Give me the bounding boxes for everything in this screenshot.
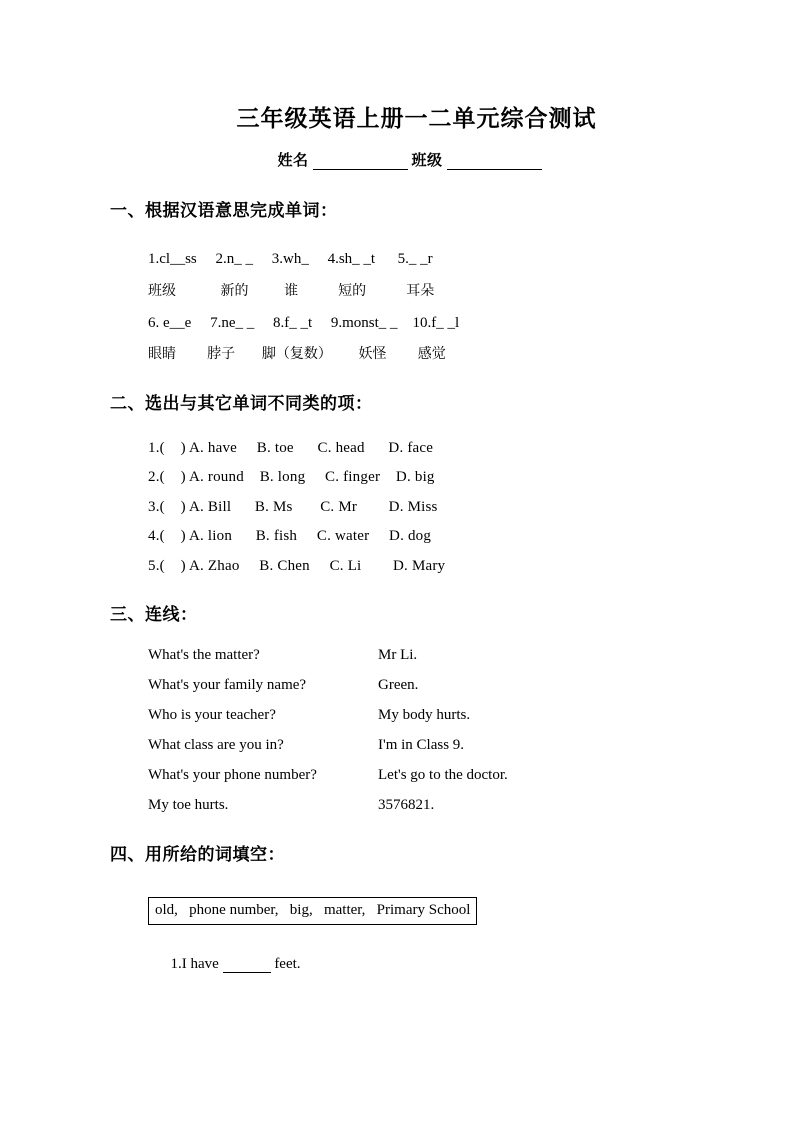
choice-row[interactable]: 3.( ) A. Bill B. Ms C. Mr D. Miss [148, 498, 438, 515]
fill-in-row[interactable] [148, 939, 793, 990]
section-body-2 [148, 440, 793, 575]
name-label: 姓名 [277, 152, 309, 169]
match-row[interactable] [148, 737, 793, 754]
word-row-translation: 眼睛 脖子 脚（复数） 妖怪 感觉 [148, 346, 446, 363]
match-row[interactable] [148, 707, 793, 724]
match-answer[interactable]: My body hurts. [378, 707, 471, 724]
choice-row[interactable]: 4.( ) A. lion B. fish C. water D. dog [148, 528, 432, 545]
match-answer[interactable]: Green. [378, 677, 419, 694]
section-body-3 [148, 647, 793, 814]
class-label: 班级 [411, 152, 443, 169]
match-row[interactable] [148, 647, 793, 664]
match-answer[interactable]: Mr Li. [378, 647, 418, 664]
fill-in-prefix: 1.I have [170, 956, 223, 973]
class-blank[interactable] [447, 154, 542, 170]
word-row: 1.cl__ss 2.n_ _ 3.wh_ 4.sh_ _t 5._ _r [148, 251, 433, 267]
page-title: 三年级英语上册一二单元综合测试 [236, 105, 597, 131]
match-question[interactable]: What class are you in? [148, 737, 284, 754]
section-body-1 [148, 251, 793, 363]
section-heading-4: 四、用所给的词填空： [110, 845, 285, 865]
name-blank[interactable] [313, 154, 408, 170]
match-question[interactable]: What's your family name? [148, 677, 307, 694]
match-row[interactable] [148, 797, 793, 814]
student-info-line [0, 149, 793, 170]
match-answer[interactable]: Let's go to the doctor. [378, 767, 508, 784]
word-bank: old, phone number, big, matter, Primary School [148, 897, 477, 925]
match-question[interactable]: Who is your teacher? [148, 707, 276, 724]
match-question[interactable]: My toe hurts. [148, 797, 229, 814]
fill-in-blank[interactable] [223, 958, 271, 973]
match-answer[interactable]: I'm in Class 9. [378, 737, 465, 754]
fill-in-suffix: feet. [270, 956, 301, 973]
match-question[interactable]: What's the matter? [148, 647, 260, 664]
match-answer[interactable]: 3576821. [378, 797, 435, 814]
word-row-translation: 班级 新的 谁 短的 耳朵 [148, 282, 435, 299]
choice-row[interactable]: 5.( ) A. Zhao B. Chen C. Li D. Mary [148, 557, 446, 574]
word-row: 6. e__e 7.ne_ _ 8.f_ _t 9.monst_ _ 10.f_ _l [148, 314, 460, 331]
section-heading-1: 一、根据汉语意思完成单词： [110, 201, 338, 220]
match-row[interactable] [148, 767, 793, 784]
section-body-4 [148, 891, 793, 990]
match-row[interactable] [148, 677, 793, 694]
choice-row[interactable]: 1.( ) A. have B. toe C. head D. face [148, 439, 434, 456]
section-heading-3: 三、连线： [110, 605, 198, 625]
choice-row[interactable]: 2.( ) A. round B. long C. finger D. big [148, 469, 435, 486]
match-question[interactable]: What's your phone number? [148, 767, 317, 784]
section-heading-2: 二、选出与其它单词不同类的项： [110, 393, 373, 413]
